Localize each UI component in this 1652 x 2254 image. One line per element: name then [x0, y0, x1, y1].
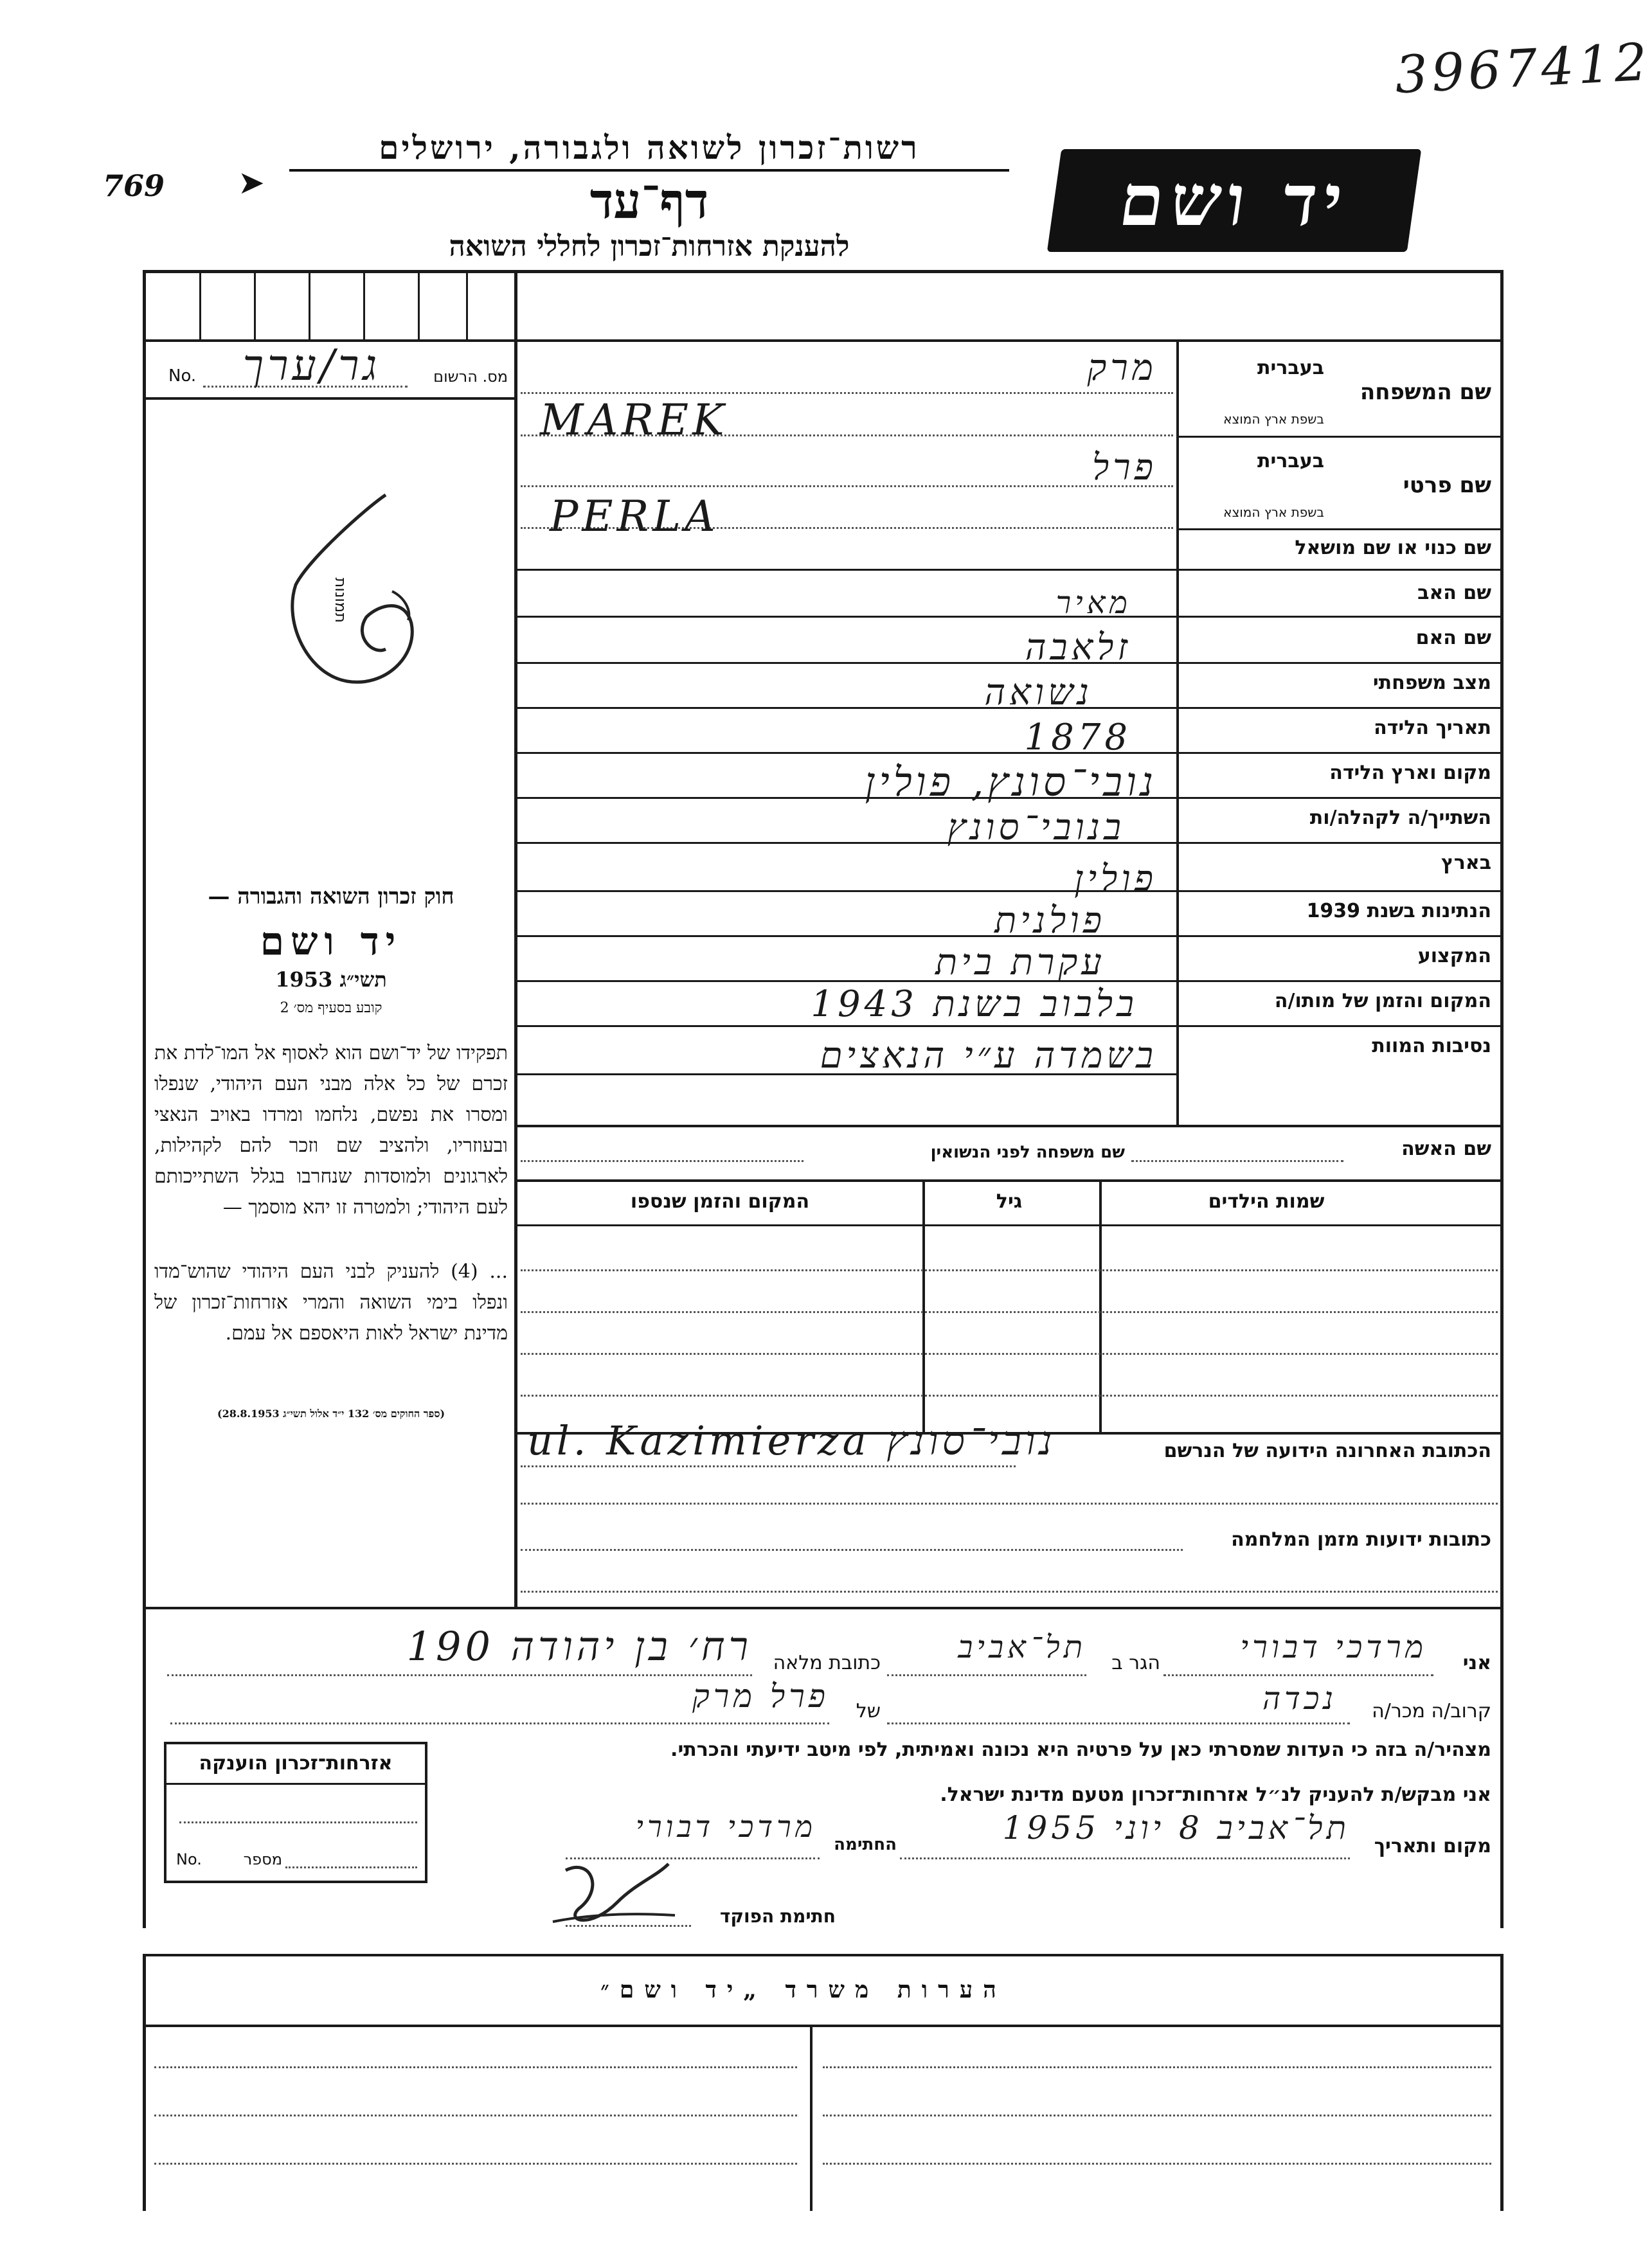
law-year: תשי״ג 1953: [275, 967, 387, 992]
first-name-hebrew-value: פרל: [1091, 447, 1157, 488]
first-name-hebrew-sublabel: בעברית: [1257, 450, 1324, 472]
declarant-me-label: אני: [1462, 1652, 1491, 1674]
wife-label: שם האשה: [1401, 1138, 1491, 1160]
last-address-label: הכתובת האחרונה הידועה של הנרשם: [1163, 1440, 1491, 1462]
profession-value: עקרת בית: [935, 942, 1106, 983]
birth-date-label: תאריך הלידה: [1374, 717, 1491, 739]
full-address-label: כתובת מלאה: [773, 1652, 881, 1674]
first-name-origin-sublabel: בשפת ארץ המוצא: [1223, 505, 1324, 520]
declaration-text: מצהיר/ה בזה כי העדות שמסרתי כאן על פרטיה היא נכונה ואמיתית, לפי מיטב ידיעתי והכרתי.: [670, 1739, 1491, 1761]
birth-place-value: נובי־סונץ, פולין: [865, 758, 1157, 805]
registration-no-label: No.: [168, 366, 197, 386]
father-value: מאיר: [1055, 585, 1131, 621]
war-address-label: כתובות ידועות מזמן המלחמה: [1231, 1528, 1491, 1551]
of-label: של: [856, 1700, 881, 1722]
citizenship-no-label: No.: [176, 1850, 202, 1868]
form-title: דף־עד: [589, 172, 709, 229]
law-name: יד ושם: [260, 919, 402, 964]
death-label: המקום והזמן של מותו/ה: [1274, 990, 1491, 1012]
children-place-header: המקום והזמן שנספו: [630, 1190, 810, 1213]
children-names-header: שמות הילדים: [1208, 1190, 1325, 1213]
form-subtitle: להענקת אזרחות־זכרון לחללי השואה: [449, 230, 850, 263]
death-circumstances-value: בשמדה ע״י הנאצים: [820, 1035, 1157, 1077]
community-label: השתייך/ה לקהלה/ות: [1309, 807, 1491, 829]
archive-number: 3967412: [1393, 31, 1652, 105]
nickname-label: שם כנוי או שם מושאל: [1295, 537, 1491, 559]
relative-value: נכדה: [1262, 1681, 1337, 1717]
family-name-origin-sublabel: בשפת ארץ המוצא: [1223, 411, 1324, 427]
citizenship-box: [164, 1742, 427, 1883]
last-address-value: ul. Kazimierza נובי־סונץ: [527, 1417, 1056, 1464]
law-section: קובע בסעיף מס׳ 2: [280, 1000, 382, 1016]
officer-signature: [527, 1851, 694, 1941]
signature-value: מרדכי דבורי: [635, 1809, 816, 1844]
first-name-latin-value: PERLA: [550, 492, 719, 541]
law-footnote: (ספר החוקים מס׳ 132 י״ד אלול תשי״ג 28.8.1953): [217, 1408, 445, 1420]
family-name-label: שם המשפחה: [1360, 379, 1491, 405]
signature-label: החתימה: [834, 1835, 897, 1854]
request-text: אני מבקש/ת להעניק לנ״ל אזרחות־זכרון מטעם מדינת ישראל.: [940, 1784, 1491, 1806]
country-label: בארץ: [1441, 852, 1491, 874]
citizenship-box-title: אזרחות־זכרון הוענקה: [199, 1752, 393, 1775]
death-circumstances-label: נסיבות המוות: [1372, 1035, 1491, 1057]
country-value: פולין: [1074, 858, 1157, 900]
family-name-hebrew-sublabel: בעברית: [1257, 357, 1324, 379]
authority-name: רשות־זכרון לשואה ולגבורה, ירושלים: [289, 129, 1009, 172]
left-number: 769: [103, 168, 165, 203]
yad-vashem-logo: [1047, 149, 1421, 252]
logo-text: יד ושם: [1114, 159, 1354, 242]
death-value: בלבוב בשנת 1943: [811, 983, 1138, 1025]
marital-value: נשואה: [984, 672, 1093, 713]
notes-title: הערות משרד „יד ושם״: [600, 1976, 1007, 2003]
registration-value: גר/ערך: [242, 341, 381, 390]
family-name-hebrew-value: מרק: [1087, 347, 1157, 389]
declarant-city-value: תל־אביב: [958, 1629, 1086, 1665]
relative-label: קרוב/ה מכר/ה: [1372, 1700, 1491, 1722]
of-value: פרל מרק: [692, 1677, 829, 1715]
declarant-street-value: רח׳ בן יהודה 190: [406, 1623, 752, 1670]
profession-label: המקצוע: [1417, 945, 1491, 967]
first-name-label: שם פרטי: [1403, 472, 1491, 498]
law-text-1: תפקידו של יד־ושם הוא לאסוף אל המו־לדת את זכרם של כל אלה מבני העם היהודי, שנפלו ומסרו את נפשם, נלחמו ומרדו באויב הנאצי ובעוזריו, ולהציב שם וזכר להם לקהילות, לארגונים ולמוסדות שנחרבו בגלל השתייכותם לעם היהודי; ולמטרה זו יהא מוסמך —: [154, 1042, 508, 1219]
birth-place-label: מקום וארץ הלידה: [1329, 762, 1491, 784]
lives-in-label: הגר ב: [1111, 1652, 1160, 1674]
mother-value: זלאבה: [1025, 627, 1131, 668]
marital-label: מצב משפחתי: [1372, 672, 1491, 694]
place-date-label: מקום ותאריך: [1374, 1835, 1491, 1857]
community-value: בנובי־סונץ: [947, 807, 1125, 848]
birth-date-value: 1878: [1024, 717, 1131, 758]
photo-scribble: [270, 482, 437, 701]
place-date-value: תל־אביב 8 יוני 1955: [1002, 1809, 1350, 1847]
law-text-2: ... (4) להעניק לבני העם היהודי שהוש־מדו ונפלו בימי השואה והמרי אזרחות־זכרון של מדינת ישראל לאות היאספם אל עמם.: [154, 1260, 508, 1345]
arrow-icon: ➤: [238, 164, 265, 201]
officer-signature-label: חתימת הפוקד: [719, 1906, 836, 1927]
father-label: שם האב: [1417, 582, 1491, 604]
maiden-name-label: שם משפחה לפני הנשואין: [930, 1143, 1125, 1162]
photo-label: תמונות: [332, 577, 350, 623]
mother-label: שם האם: [1415, 627, 1491, 649]
registration-label: מס. הרשום: [433, 368, 508, 386]
law-title: חוק זכרון השואה והגבורה —: [208, 884, 454, 909]
declarant-name-value: מרדכי דבורי: [1240, 1629, 1427, 1665]
nationality-value: פולנית: [994, 900, 1106, 942]
family-name-latin-value: MAREK: [540, 395, 728, 445]
children-age-header: גיל: [996, 1190, 1023, 1213]
citizenship-number-label: מספר: [243, 1850, 282, 1868]
nationality-label: הנתינות בשנת 1939: [1306, 900, 1491, 922]
